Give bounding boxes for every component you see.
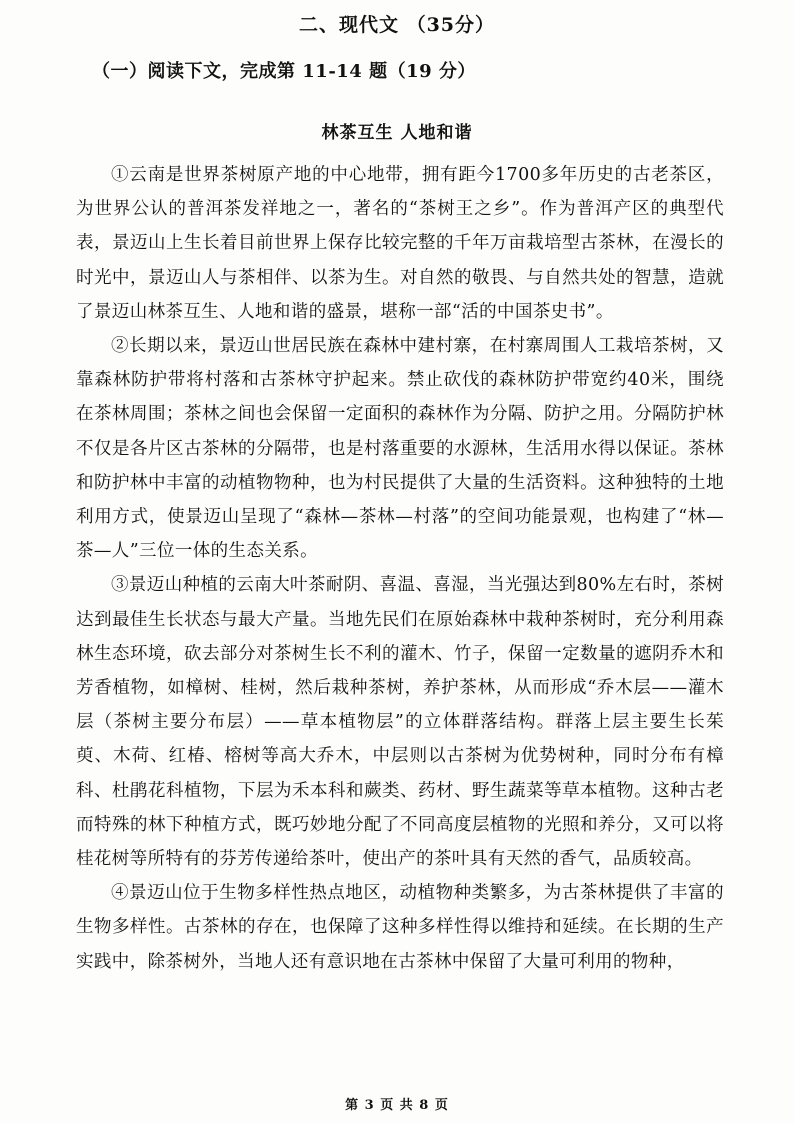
paragraph-1: ①云南是世界茶树原产地的中心地带，拥有距今1700多年历史的古老茶区，为世界公认的普洱茶发祥地之一，著名的“茶树王之乡”。作为普洱产区的典型代表，景迈山上生长着目前世界上保存比较完整的千年万亩栽培型古茶林，在漫长的时光中，景迈山人与茶相伴、以茶为生。对自然的敬畏、与自然共处的智慧，造就了景迈山林茶互生、人地和谐的盛景，堪称一部“活的中国茶史书”。: [76, 165, 724, 322]
paragraph-2: ②长期以来，景迈山世居民族在森林中建村寨，在村寨周围人工栽培茶树，又靠森林防护带将村落和古茶林守护起来。禁止砍伐的森林防护带宽约40米，围绕在茶林周围；茶林之间也会保留一定面积的森林作为分隔、防护之用。分隔防护林不仅是各片区古茶林的分隔带，也是村落重要的水源林，生活用水得以保证。茶林和防护林中丰富的动植物物种，也为村民提供了大量的生活资料。这种独特的土地利用方式，使景迈山呈现了“森林—茶林—村落”的空间功能景观，也构建了“林—茶—人”三位一体的生态关系。: [76, 336, 724, 562]
page-number: 第 3 页 共 8 页: [345, 1098, 449, 1113]
article-title: 林茶互生 人地和谐: [321, 123, 473, 143]
section-title: 二、现代文 （35分）: [298, 14, 496, 36]
reading-instructions: （一）阅读下文，完成第 11-14 题（19 分）: [92, 61, 476, 82]
paragraph-4: ④景迈山位于生物多样性热点地区，动植物种类繁多，为古茶林提供了丰富的生物多样性。古茶林的存在，也保障了这种多样性得以维持和延续。在长期的生产实践中，除茶树外，当地人还有意识地在古茶林中保留了大量可利用的物种，: [76, 883, 724, 972]
article-body: [76, 158, 724, 979]
paragraph-3: ③景迈山种植的云南大叶茶耐阴、喜温、喜湿，当光强达到80%左右时，茶树达到最佳生长状态与最大产量。当地先民们在原始森林中栽种茶树时，充分利用森林生态环境，砍去部分对茶树生长不利的灌木、竹子，保留一定数量的遮阴乔木和芳香植物，如樟树、桂树，然后栽种茶树，养护茶林，从而形成“乔木层——灌木层（茶树主要分布层）——草本植物层”的立体群落结构。群落上层主要生长茱萸、木荷、红椿、榕树等高大乔木，中层则以古茶树为优势树种，同时分布有樟科、杜鹃花科植物，下层为禾本科和蕨类、药材、野生蔬菜等草本植物。这种古老而特殊的林下种植方式，既巧妙地分配了不同高度层植物的光照和养分，又可以将桂花树等所特有的芬芳传递给茶叶，使出产的茶叶具有天然的香气，品质较高。: [76, 575, 725, 870]
